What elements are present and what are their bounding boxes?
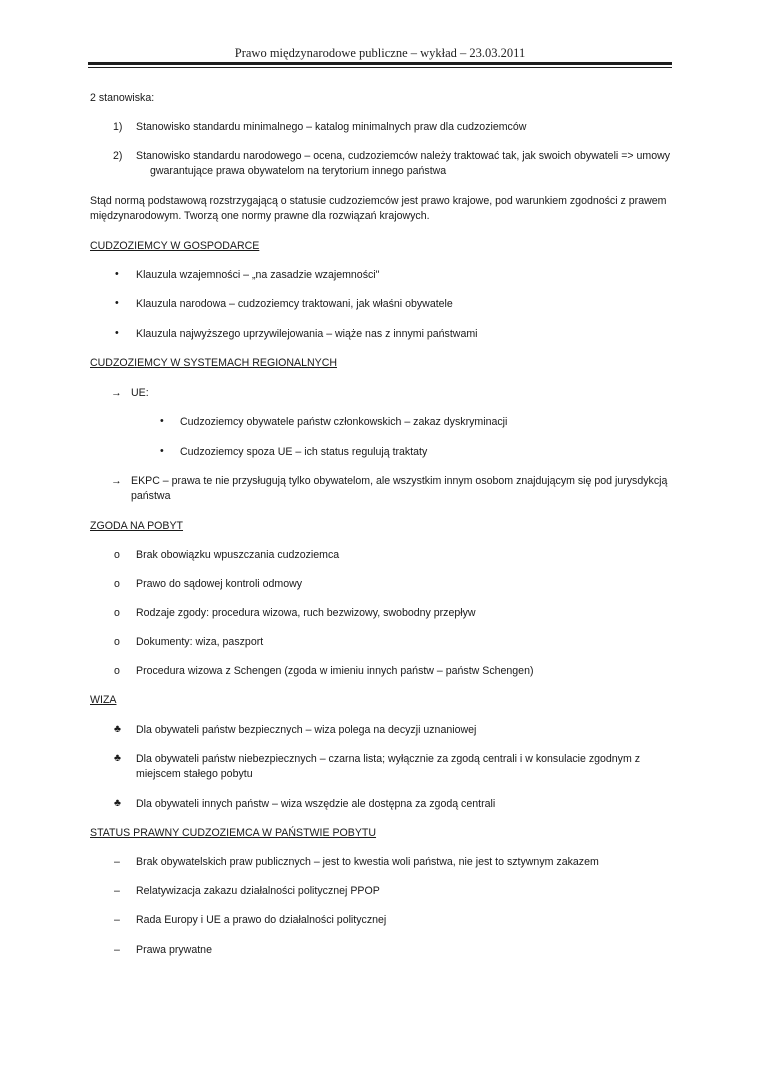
paragraph-line: międzynarodowym. Tworzą one normy prawne dla rozwiązań krajowych. [90,210,430,222]
dash-bullet-icon: – [114,885,120,897]
arrow-icon: → [111,475,122,487]
circle-bullet-icon: o [114,636,120,648]
list-item: Dla obywateli innych państw – wiza wszędzie ale dostępna za zgodą centrali [136,798,496,810]
section-heading-regionalne: CUDZOZIEMCY W SYSTEMACH REGIONALNYCH [90,357,338,369]
list-item: Dokumenty: wiza, paszport [136,636,264,648]
list-item: Rada Europy i UE a prawo do działalności politycznej [136,914,387,926]
circle-bullet-icon: o [114,549,120,561]
arrow-icon: → [111,387,122,399]
section-heading-zgoda: ZGODA NA POBYT [90,520,184,532]
header-rule-thick [88,62,672,65]
list-item-continuation: gwarantujące prawa obywatelom na terytorium innego państwa [150,165,447,177]
list-item: Dla obywateli państw bezpiecznych – wiza polega na decyzji uznaniowej [136,724,477,736]
list-item: Cudzoziemcy obywatele państw członkowskich – zakaz dyskryminacji [180,416,508,428]
list-item-continuation: miejscem stałego pobytu [136,768,253,780]
dash-bullet-icon: – [114,944,120,956]
page-header-title: Prawo międzynarodowe publiczne – wykład – 23.03.2011 [234,46,526,60]
bullet-icon: • [160,415,164,427]
section-heading-status: STATUS PRAWNY CUDZOZIEMCA W PAŃSTWIE POBYTU [90,827,377,839]
bullet-icon: • [115,268,119,280]
list-item: Klauzula najwyższego uprzywilejowania – wiąże nas z innymi państwami [136,328,478,340]
list-item: Klauzula wzajemności – „na zasadzie wzajemności" [136,269,380,281]
list-item: Procedura wizowa z Schengen (zgoda w imieniu innych państw – państw Schengen) [136,665,534,677]
bullet-icon: • [115,327,119,339]
bullet-icon: • [115,297,119,309]
circle-bullet-icon: o [114,607,120,619]
paragraph-line: Stąd normą podstawową rozstrzygającą o statusie cudzoziemców jest prawo krajowe, pod warunkiem zgodności z prawem [90,195,667,207]
list-item: Stanowisko standardu minimalnego – katalog minimalnych praw dla cudzoziemców [136,121,527,133]
header-rule-thin [88,67,672,68]
list-item: Brak obowiązku wpuszczania cudzoziemca [136,549,340,561]
club-bullet-icon: ♣ [114,797,121,809]
list-item-ekpc: EKPC – prawa te nie przysługują tylko obywatelom, ale wszystkim innym osobom znajdującym się pod jurysdykcją [131,475,668,487]
list-item: Relatywizacja zakazu działalności politycznej PPOP [136,885,380,897]
dash-bullet-icon: – [114,856,120,868]
list-item: Klauzula narodowa – cudzoziemcy traktowani, jak właśni obywatele [136,298,453,310]
list-item: Prawo do sądowej kontroli odmowy [136,578,303,590]
circle-bullet-icon: o [114,578,120,590]
list-item-ue: UE: [131,387,149,399]
list-item: Dla obywateli państw niebezpiecznych – czarna lista; wyłącznie za zgodą centrali i w konsulacie zgodnym z [136,753,641,765]
circle-bullet-icon: o [114,665,120,677]
intro-lead: 2 stanowiska: [90,92,155,104]
list-item: Prawa prywatne [136,944,212,956]
list-item: Brak obywatelskich praw publicznych – jest to kwestia woli państwa, nie jest to sztywnym zakazem [136,856,599,868]
club-bullet-icon: ♣ [114,752,121,764]
list-item: Rodzaje zgody: procedura wizowa, ruch bezwizowy, swobodny przepływ [136,607,476,619]
list-item: Stanowisko standardu narodowego – ocena, cudzoziemców należy traktować tak, jak swoich obywateli => umowy [136,150,671,162]
section-heading-wiza: WIZA [90,694,117,706]
club-bullet-icon: ♣ [114,723,121,735]
section-heading-gospodarka: CUDZOZIEMCY W GOSPODARCE [90,240,260,252]
list-number: 2) [113,150,123,162]
list-number: 1) [113,121,123,133]
list-item: Cudzoziemcy spoza UE – ich status regulują traktaty [180,446,428,458]
bullet-icon: • [160,445,164,457]
dash-bullet-icon: – [114,914,120,926]
list-item-continuation: państwa [131,490,171,502]
